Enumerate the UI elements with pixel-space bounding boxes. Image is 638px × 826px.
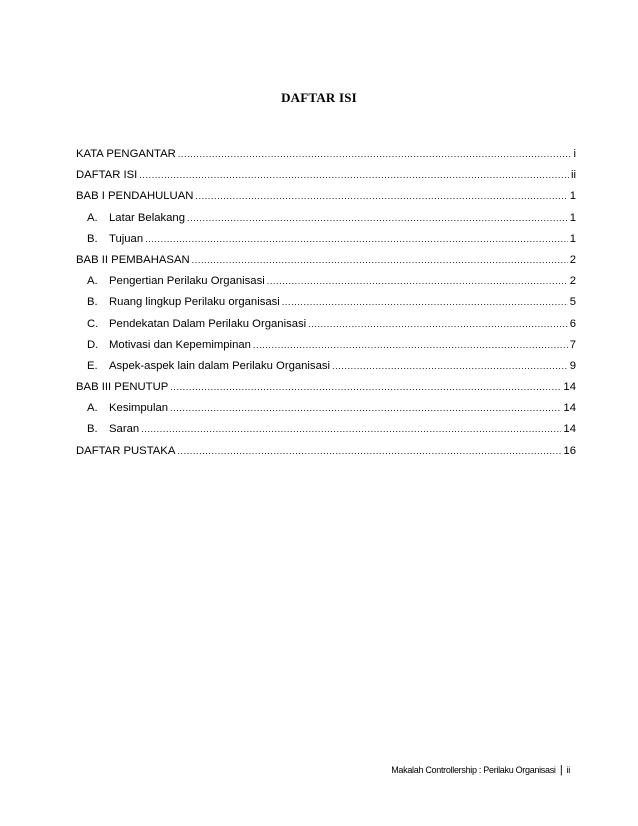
footer-page-number: ii — [566, 765, 570, 775]
toc-dot-leader — [177, 446, 561, 456]
toc-entry — [76, 233, 576, 254]
toc-entry-marker: A. — [87, 275, 98, 288]
toc-entry-label: Pengertian Perilaku Organisasi — [109, 275, 265, 288]
toc-dot-leader — [141, 424, 561, 434]
toc-dot-leader — [170, 382, 561, 392]
toc-dot-leader — [267, 276, 568, 286]
footer-separator: | — [559, 764, 563, 776]
toc-entry-marker: D. — [87, 338, 99, 351]
toc-entry-label: DAFTAR ISI — [76, 169, 138, 182]
toc-entry — [76, 445, 576, 466]
toc-dot-leader — [253, 340, 568, 350]
toc-entry-page-number: 1 — [569, 190, 576, 203]
toc-entry — [76, 275, 576, 296]
toc-entry — [76, 254, 576, 275]
toc-entry-marker: B. — [87, 423, 98, 436]
toc-entry-marker: C. — [87, 317, 99, 330]
toc-entry-label: DAFTAR PUSTAKA — [76, 444, 176, 457]
toc-entry-page-number: 16 — [563, 444, 576, 457]
toc-entry-label: Tujuan — [109, 232, 144, 245]
toc-entry — [76, 339, 576, 360]
toc-entry-label: Kesimpulan — [109, 402, 169, 415]
toc-entry-page-number: ii — [570, 169, 576, 182]
toc-entry-page-number: 2 — [569, 275, 576, 288]
toc-entry — [76, 212, 576, 233]
toc-entry-page-number: 14 — [563, 381, 576, 394]
toc-dot-leader — [145, 234, 568, 244]
toc-entry-page-number: 9 — [569, 359, 576, 372]
toc-entry-page-number: 1 — [569, 211, 576, 224]
toc-dot-leader — [308, 319, 568, 329]
toc-entry-label: Latar Belakang — [109, 211, 185, 224]
toc-entry-marker: B. — [87, 232, 98, 245]
toc-entry — [76, 296, 576, 317]
toc-entry-marker: B. — [87, 296, 98, 309]
toc-entry — [76, 148, 576, 169]
toc-entry-label: KATA PENGANTAR — [76, 148, 176, 160]
footer-text: Makalah Controllership : Perilaku Organisasi — [391, 765, 556, 775]
toc-entry — [76, 360, 576, 381]
toc-entry-page-number: 1 — [569, 232, 576, 245]
toc-entry-label: Ruang lingkup Perilaku organisasi — [109, 296, 280, 309]
toc-dot-leader — [178, 149, 572, 159]
toc-entry-marker: E. — [87, 359, 98, 372]
toc-entry-label: BAB III PENUTUP — [76, 381, 169, 394]
toc-entry — [76, 402, 576, 423]
toc-dot-leader — [192, 255, 568, 265]
page-footer — [391, 764, 570, 776]
toc-entry — [76, 190, 576, 211]
toc-entry — [76, 169, 576, 190]
page-title: DAFTAR ISI — [281, 90, 357, 105]
toc-dot-leader — [170, 403, 561, 413]
toc-entry-marker: A. — [87, 211, 98, 224]
toc-dot-leader — [139, 170, 569, 180]
toc-entry-label: Pendekatan Dalam Perilaku Organisasi — [109, 317, 307, 330]
toc-entry-page-number: 7 — [569, 338, 576, 351]
toc-entry-page-number: 6 — [569, 317, 576, 330]
toc-entry-label: Aspek-aspek lain dalam Perilaku Organisasi — [109, 359, 331, 372]
toc-entry-label: BAB II PEMBAHASAN — [76, 253, 190, 266]
toc-entry-label: Motivasi dan Kepemimpinan — [109, 338, 251, 351]
toc-dot-leader — [195, 191, 567, 201]
toc-entry-marker: A. — [87, 402, 98, 415]
toc-entry — [76, 423, 576, 444]
toc-dot-leader — [187, 213, 568, 223]
toc-entry-page-number: i — [573, 148, 576, 160]
toc-entry-page-number: 2 — [569, 253, 576, 266]
toc-entry-page-number: 14 — [563, 423, 576, 436]
toc-entry-label: BAB I PENDAHULUAN — [76, 190, 194, 203]
toc-dot-leader — [282, 297, 568, 307]
table-of-contents — [76, 148, 576, 466]
toc-dot-leader — [332, 361, 568, 371]
toc-entry — [76, 381, 576, 402]
toc-entry-label: Saran — [109, 423, 140, 436]
toc-entry-page-number: 5 — [569, 296, 576, 309]
toc-entry — [76, 318, 576, 339]
toc-entry-page-number: 14 — [563, 402, 576, 415]
